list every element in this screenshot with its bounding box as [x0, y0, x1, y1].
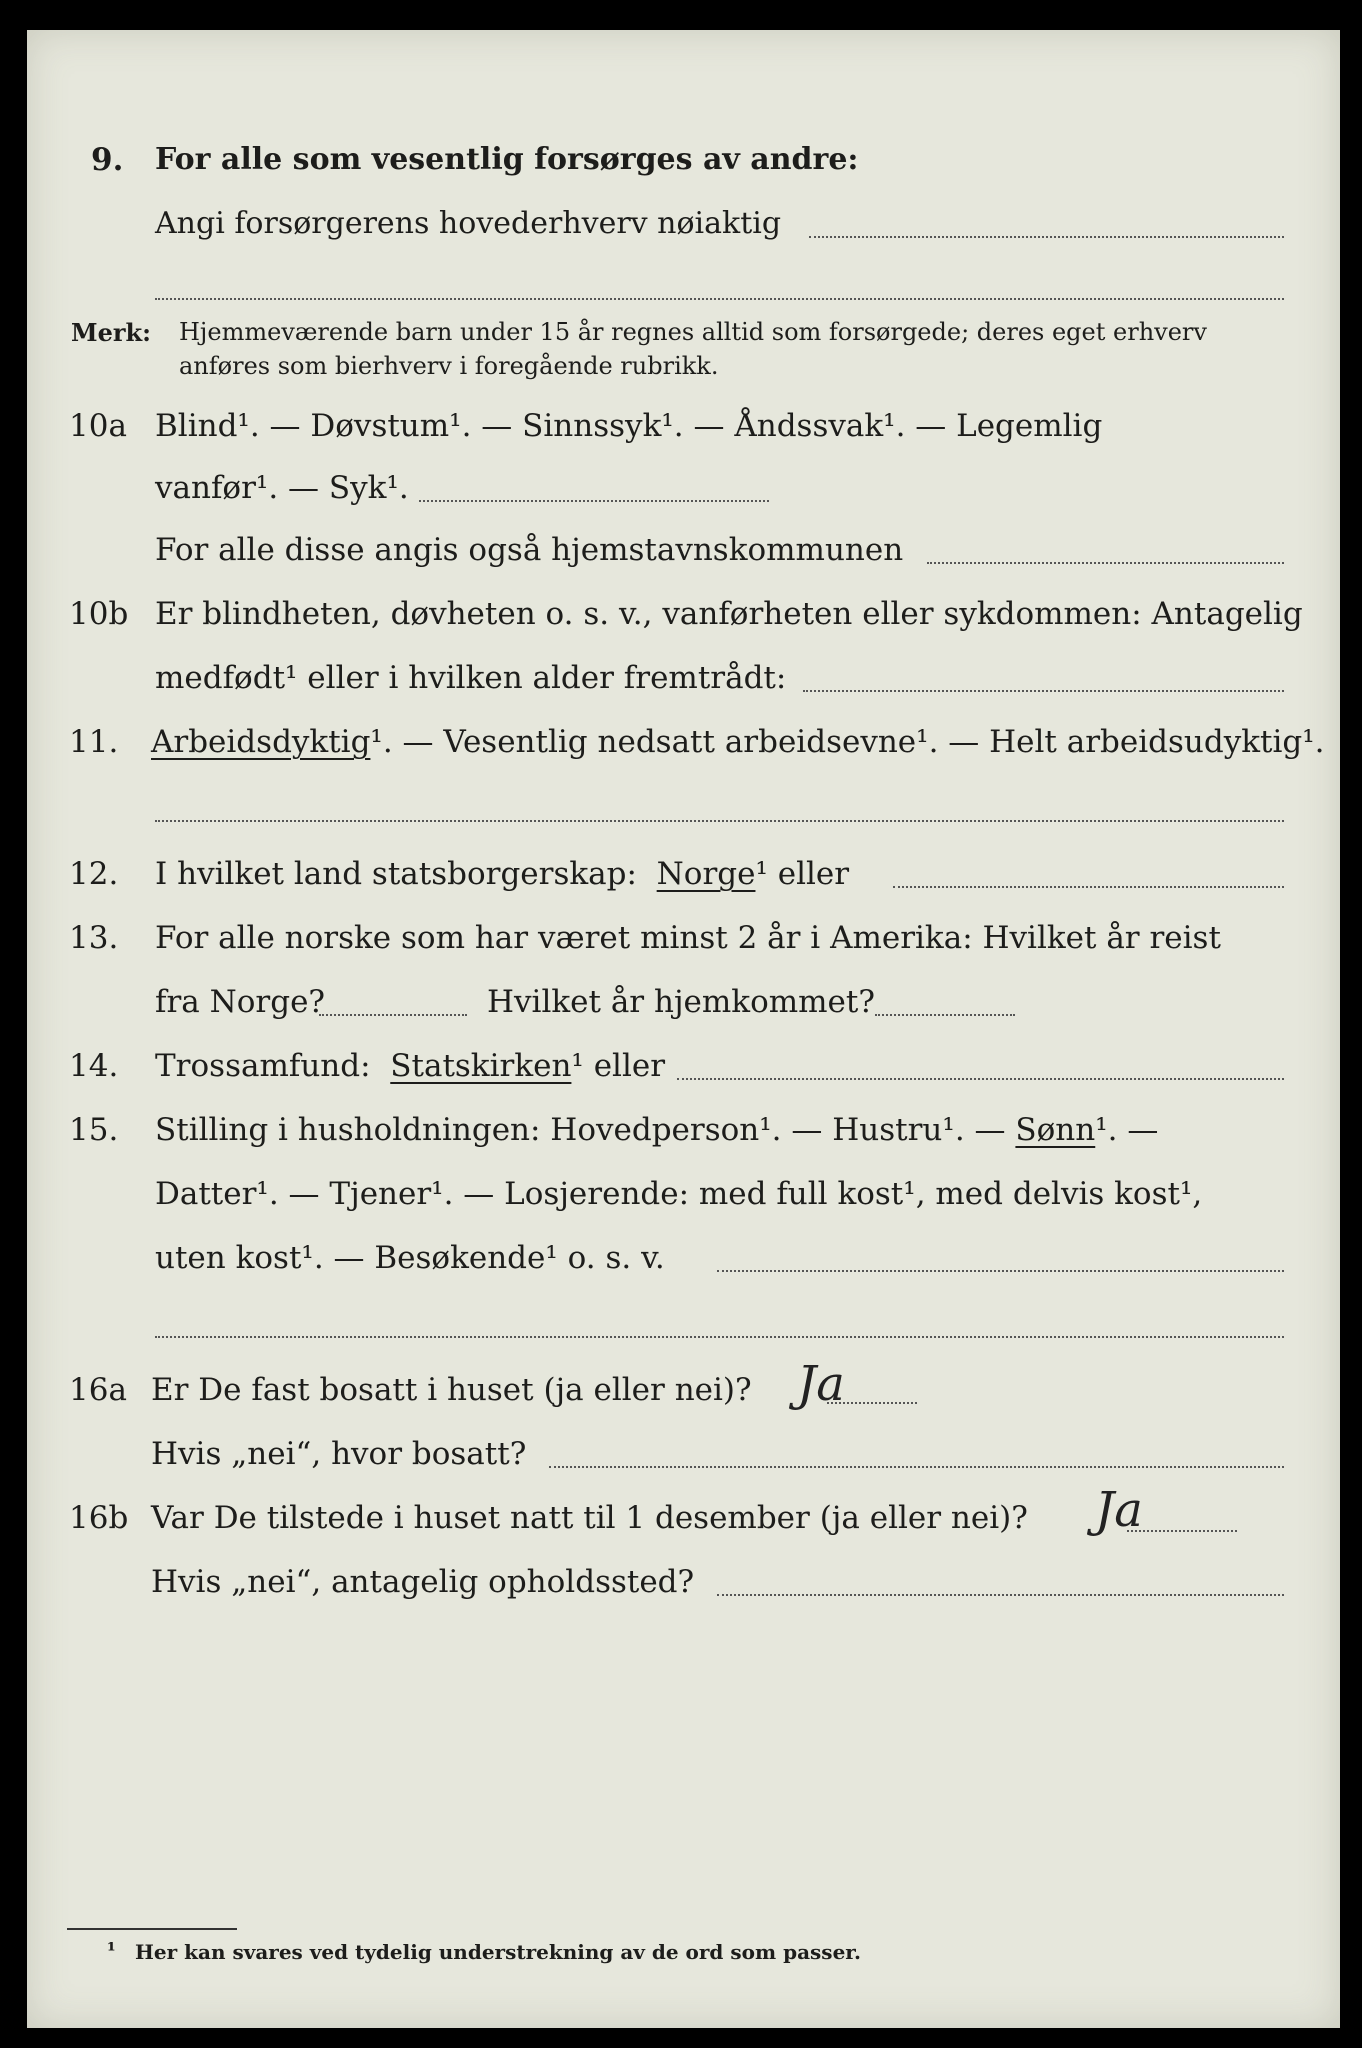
question-12-post: ¹ eller: [755, 856, 850, 892]
question-11-answer-line: [155, 820, 1284, 822]
question-11-line: [151, 724, 1325, 760]
question-16b-answer-line: [1127, 1530, 1237, 1532]
footnote-text: Her kan svares ved tydelig understrekning av de ord som passer.: [135, 1940, 861, 1964]
question-10a-number: 10a: [69, 408, 127, 444]
footnote-mark: ¹: [107, 1938, 116, 1962]
merk-line-2: anføres som bierhverv i foregående rubrikk.: [179, 352, 719, 380]
question-13-line-2a: fra Norge?: [155, 984, 326, 1020]
question-15-line-1: [155, 1112, 1158, 1148]
question-14-answer-line: [677, 1078, 1284, 1080]
question-15-line-1-post: ¹. —: [1095, 1112, 1159, 1148]
answer-sonn-underlined: Sønn: [1015, 1112, 1096, 1148]
question-16b-line-1: Var De tilstede i huset natt til 1 desember (ja eller nei)?: [151, 1500, 1028, 1536]
question-15-line-3: uten kost¹. — Besøkende¹ o. s. v.: [155, 1240, 665, 1276]
question-16a-line-2: Hvis „nei“, hvor bosatt?: [151, 1436, 527, 1472]
question-10a-line-3: For alle disse angis også hjemstavnskommunen: [155, 532, 904, 568]
question-10a-hjemstavn-answer-line: [927, 562, 1284, 564]
question-13-line-2b: Hvilket år hjemkommet?: [487, 984, 875, 1020]
answer-statskirken-underlined: Statskirken: [390, 1048, 572, 1084]
question-9-answer-line-2: [155, 298, 1284, 300]
question-11-rest: ¹. — Vesentlig nedsatt arbeidsevne¹. — Helt arbeidsudyktig¹.: [370, 724, 1325, 760]
footnote-rule: [67, 1928, 237, 1930]
merk-label: Merk:: [71, 318, 151, 347]
question-13-number: 13.: [69, 920, 119, 956]
question-15-line-2: Datter¹. — Tjener¹. — Losjerende: med full kost¹, med delvis kost¹,: [155, 1176, 1203, 1212]
question-16b-handwritten-answer: Ja: [1095, 1482, 1143, 1538]
merk-line-1: Hjemmeværende barn under 15 år regnes alltid som forsørgede; deres eget erhverv: [179, 318, 1207, 346]
question-13-reist-answer-line: [319, 1014, 467, 1016]
question-16a-number: 16a: [69, 1372, 127, 1408]
question-16a-handwritten-answer: Ja: [797, 1356, 845, 1412]
question-13-line-1: For alle norske som har været minst 2 år i Amerika: Hvilket år reist: [155, 920, 1221, 956]
question-16b-number: 16b: [69, 1500, 129, 1536]
question-11-number: 11.: [69, 724, 119, 760]
question-10b-line-1: Er blindheten, døvheten o. s. v., vanførheten eller sykdommen: Antagelig: [155, 596, 1303, 632]
census-form-page: [27, 30, 1340, 2028]
question-12-answer-line: [893, 886, 1284, 888]
question-10a-line-1: Blind¹. — Døvstum¹. — Sinnssyk¹. — Åndssvak¹. — Legemlig: [155, 408, 1103, 444]
question-16a-line-1: Er De fast bosatt i huset (ja eller nei)?: [151, 1372, 752, 1408]
question-13-hjemkommet-answer-line: [875, 1014, 1015, 1016]
question-10a-syk-answer-line: [419, 500, 769, 502]
question-15-line-1-pre: Stilling i husholdningen: Hovedperson¹. — Hustru¹. —: [155, 1112, 1006, 1148]
question-9-line: Angi forsørgerens hovederhverv nøiaktig: [155, 206, 782, 241]
question-16a-bosatt-answer-line: [549, 1466, 1284, 1468]
question-9-answer-line: [809, 236, 1284, 238]
question-15-answer-line-2: [155, 1336, 1284, 1338]
question-10a-line-2: vanfør¹. — Syk¹.: [155, 470, 409, 506]
question-14-post: ¹ eller: [571, 1048, 666, 1084]
question-15-answer-line: [717, 1270, 1284, 1272]
question-15-number: 15.: [69, 1112, 119, 1148]
question-14-pre: Trossamfund:: [155, 1048, 371, 1084]
answer-norge-underlined: Norge: [656, 856, 756, 892]
question-12-number: 12.: [69, 856, 119, 892]
question-12-line: [155, 856, 849, 892]
question-16a-answer-line: [827, 1402, 917, 1404]
question-14-number: 14.: [69, 1048, 119, 1084]
question-10b-line-2: medfødt¹ eller i hvilken alder fremtrådt:: [155, 660, 787, 696]
question-16b-opholdssted-answer-line: [717, 1594, 1284, 1596]
question-10b-answer-line: [803, 690, 1284, 692]
question-9-title: For alle som vesentlig forsørges av andre:: [155, 142, 859, 177]
question-14-line: [155, 1048, 665, 1084]
question-10b-number: 10b: [69, 596, 129, 632]
answer-arbeidsdyktig-underlined: Arbeidsdyktig: [151, 724, 371, 760]
question-16b-line-2: Hvis „nei“, antagelig opholdssted?: [151, 1564, 695, 1600]
question-12-pre: I hvilket land statsborgerskap:: [155, 856, 637, 892]
question-9-number: 9.: [91, 142, 124, 178]
